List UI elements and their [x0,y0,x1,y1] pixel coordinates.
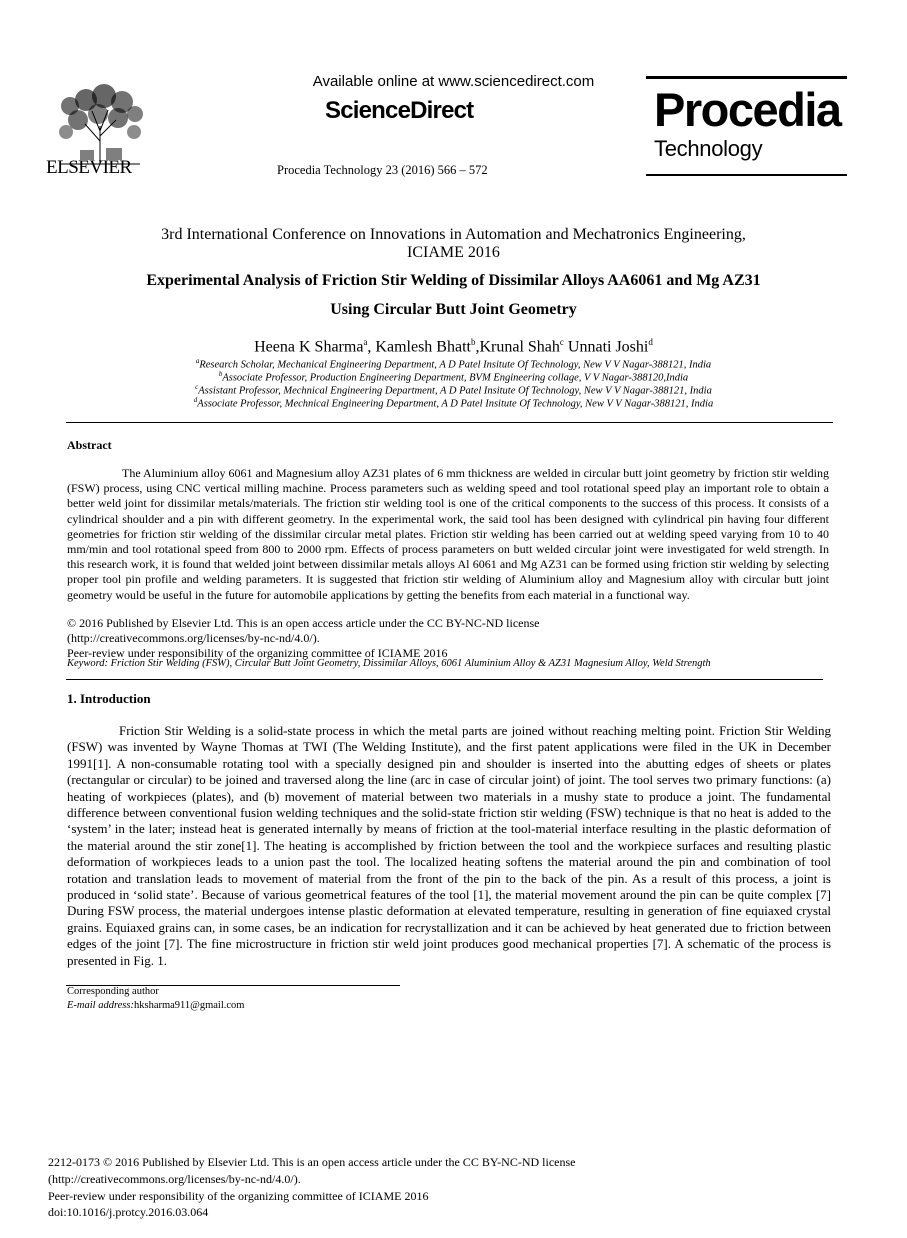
introduction-heading: 1. Introduction [67,691,151,706]
conference-line-2: ICIAME 2016 [407,244,500,261]
available-online-text: Available online at www.sciencedirect.com [312,73,595,90]
procedia-wordmark: Procedia [654,83,841,136]
paper-title-line-2: Using Circular Butt Joint Geometry [330,301,577,318]
footer-issn-line: 2212-0173 © 2016 Published by Elsevier Ltd. This is an open access article under the CC BY-NC-ND license [48,1155,576,1169]
conference-line-1: 3rd International Conference on Innovations in Automation and Mechatronics Engineering, [161,226,746,243]
affiliation-d: $^d$Associate Professor, Mechnical Engineering Department, A D Patel Insitute Of Technology, New V V Nagar-388121, India [193,396,714,410]
author-name: Krunal Shah [479,338,560,356]
license-link[interactable]: (http://creativecommons.org/licenses/by-nc-nd/4.0/). [67,631,320,645]
author-name: Unnati Joshi [567,338,649,356]
affiliation-b: $^b$Associate Professor, Production Engineering Department, BVM Engineering collage, V V Nagar-388120,India [218,370,689,384]
procedia-bottom-rule [646,174,847,176]
elsevier-wordmark: ELSEVIER [46,157,132,178]
copyright-notice: © 2016 Published by Elsevier Ltd. This is an open access article under the CC BY-NC-ND license [67,616,540,630]
author-mark: b [470,337,476,347]
author-mark: d [648,337,653,347]
footer-doi[interactable]: doi:10.1016/j.protcy.2016.03.064 [48,1205,209,1219]
journal-reference: Procedia Technology 23 (2016) 566 – 572 [277,163,488,177]
peer-review-notice: Peer-review under responsibility of the organizing committee of ICIAME 2016 [67,646,448,660]
abstract-top-rule [66,422,833,423]
author-mark: a [363,337,368,347]
footer-license-link[interactable]: (http://creativecommons.org/licenses/by-nc-nd/4.0/). [48,1172,301,1186]
author-list [0,337,907,356]
email-footnote [67,1000,244,1011]
author-name: Kamlesh Bhatt [375,338,471,356]
corresponding-author-label: Corresponding author [67,986,159,997]
abstract-body: The Aluminium alloy 6061 and Magnesium alloy AZ31 plates of 6 mm thickness are welded in circular butt joint geometry by friction stir welding (FSW) process, using CNC vertical milling machine. Process parameters such as welding speed and tool rotational speed play an important role to obtain a better weld joint for dissimilar metals/materials. The friction stir welding tool is one of the critical components to the success of this process. It consists of a cylindrical shoulder and a pin with different geometry. In the experimental work, the said tool has been designed with cylindrical pin having four different geometries for friction stir welding of the dissimilar circular metal plates. Friction stir welding has been carried out at welding speed varying from 10 to 40 mm/min and tool rotational speed from 800 to 2000 rpm. Effects of process parameters on butt welded circular joint were investigated for weld strength. In this research work, it is found that welded joint between dissimilar metals alloys Al 6061 and Mg AZ31 can be formed using friction stir welding by selecting proper tool pin profile and welding parameters. It is suggested that friction stir welding of Aluminium alloy and Magnesium alloy with circular butt joint geometry would be useful in the future for automobile applications by getting the benefits from each material in a functional way. [67,466,829,602]
introduction-body: Friction Stir Welding is a solid-state process in which the metal parts are joined without reaching melting point. Friction Stir Welding (FSW) was invented by Wayne Thomas at TWI (The Welding Institute), and the first patent applications were filed in the UK in December 1991[1]. A non-consumable rotating tool with a specially designed pin and shoulder is inserted into the abutting edges of sheets or plates (rectangular or circular) to be joined and traversed along the line (arc in case of circular joint) of joint. The tool serves two primary functions: (a) heating of workpieces (plates), and (b) movement of material between two materials in a mushy state to produce a joint. The fundamental difference between conventional fusion welding techniques and the solid-state friction stir welding (FSW) technique is that no heat is added to the ‘system’ in the later; instead heat is generated internally by means of friction at the tool-material interface resulting in the plastic deformation of the material around the stir zone[1]. The heating is accomplished by friction between the tool and the workpiece surfaces and resulting plastic deformation of workpieces leads to a union past the tool. The localized heating softens the material around the pin and combination of tool rotation and translation leads to movement of material from the front of the pin to the back of the pin. As a result of this process, a joint is produced in ‘solid state’. Because of various geometrical features of the tool [1], the material movement around the pin can be quite complex [7] During FSW process, the material undergoes intense plastic deformation at elevated temperature, resulting in generation of fine equiaxed crystal grains. Equiaxed grains can, in some cases, be an indication for recrystallization and it can be achieved by heat generated due to friction between edges of the joint [7]. The fine microstructure in friction stir weld joint produces good mechanical properties [7]. A schematic of the process is presented in Fig. 1. [67,723,831,968]
keywords: Keyword: Friction Stir Welding (FSW), Circular Butt Joint Geometry, Dissimilar Alloys, 6061 Aluminium Alloy & AZ31 Magnesium Alloy, Weld Strength [67,658,711,669]
abstract-bottom-rule [66,679,823,680]
email-label: E-mail address: [67,1000,134,1011]
author-name: Heena K Sharma [254,338,364,356]
procedia-subtitle: Technology [654,136,763,161]
abstract-heading: Abstract [67,438,112,452]
procedia-logo [646,76,847,176]
footer-peer-review: Peer-review under responsibility of the organizing committee of ICIAME 2016 [48,1189,429,1203]
author-separator: , [475,338,480,356]
author-separator: , [367,338,376,356]
sciencedirect-brand: ScienceDirect [325,97,474,124]
affiliation-c: $^c$Assistant Professor, Mechnical Engineering Department, A D Patel Insitute Of Technology, New V V Nagar-388121, India [195,383,712,397]
procedia-top-rule [646,76,847,79]
email-address[interactable]: hksharma911@gmail.com [133,1000,245,1011]
paper-title-line-1: Experimental Analysis of Friction Stir Welding of Dissimilar Alloys AA6061 and Mg AZ31 [146,272,761,289]
author-mark: c [559,337,564,347]
affiliation-a: $^a$Research Scholar, Mechanical Engineering Department, A D Patel Insitute Of Technology, New V V Nagar-388121, India [195,357,712,371]
